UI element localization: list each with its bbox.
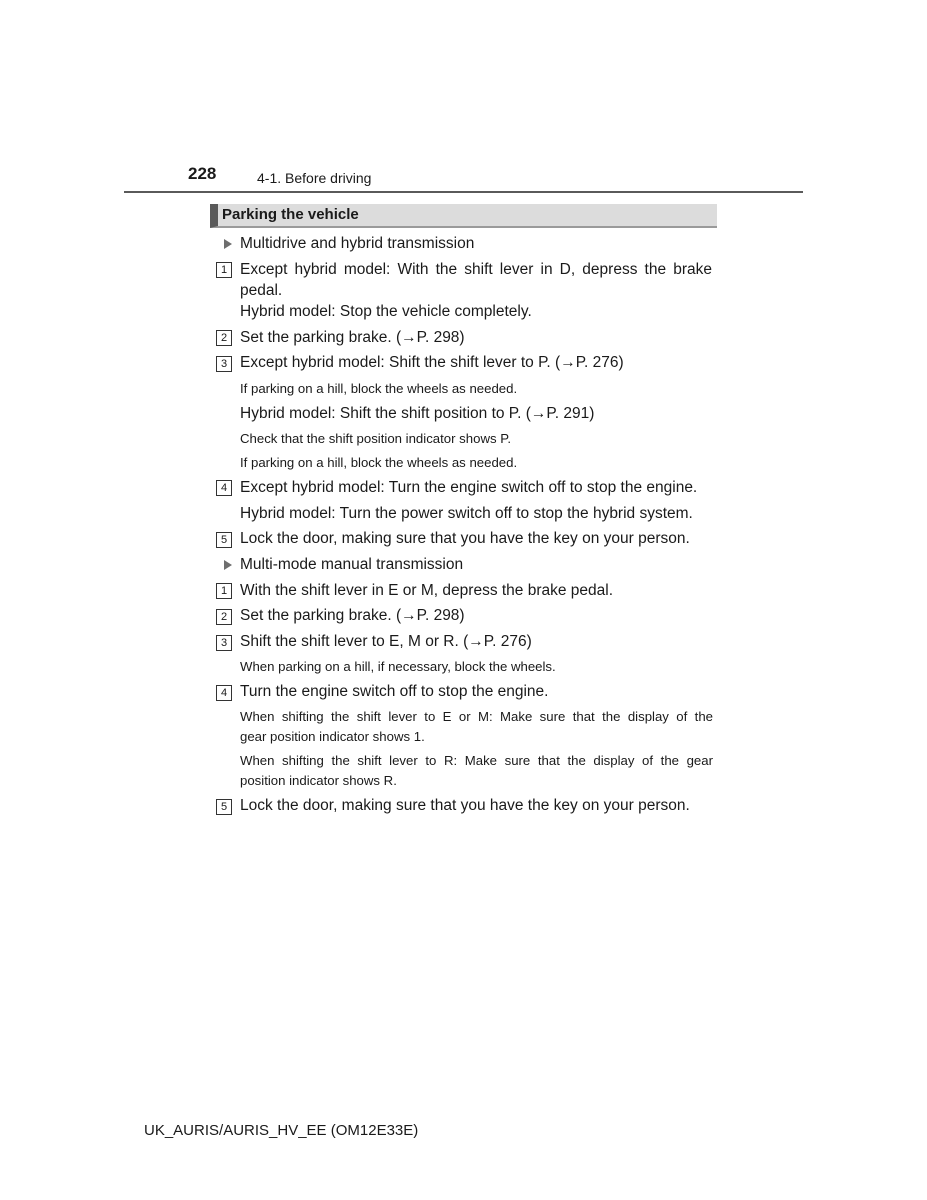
- step-number: 5: [216, 532, 232, 548]
- page-number: 228: [188, 164, 217, 183]
- step-text: Except hybrid model: Shift the shift lever to P. (→P. 276): [240, 354, 624, 371]
- step-number: 4: [216, 480, 232, 496]
- step-number: 1: [216, 262, 232, 278]
- step-text: Except hybrid model: With the shift lever in D, depress the brake: [240, 261, 712, 278]
- step-text: Hybrid model: Stop the vehicle completely.: [240, 303, 532, 320]
- step-note: When parking on a hill, if necessary, block the wheels.: [240, 659, 556, 674]
- footer-document-code: UK_AURIS/AURIS_HV_EE (OM12E33E): [144, 1122, 419, 1139]
- step-note: When shifting the shift lever to E or M: Make sure that the display of the: [240, 709, 713, 724]
- step-number: 2: [216, 609, 232, 625]
- triangle-bullet-icon: [224, 560, 232, 570]
- step-text: Lock the door, making sure that you have the key on your person.: [240, 530, 690, 547]
- step-note: If parking on a hill, block the wheels as needed.: [240, 455, 518, 470]
- section-heading: Multidrive and hybrid transmission: [240, 235, 475, 252]
- step-text: pedal.: [240, 282, 283, 299]
- section-label: 4-1. Before driving: [257, 170, 372, 186]
- step-number: 3: [216, 356, 232, 372]
- step-number: 3: [216, 635, 232, 651]
- step-text: Hybrid model: Turn the power switch off to stop the hybrid system.: [240, 505, 693, 522]
- step-number: 4: [216, 685, 232, 701]
- step-note: When shifting the shift lever to R: Make sure that the display of the gear: [240, 753, 713, 768]
- title-bar: [210, 204, 717, 228]
- step-number: 1: [216, 583, 232, 599]
- step-note: gear position indicator shows 1.: [240, 729, 425, 744]
- section-heading: Multi-mode manual transmission: [240, 556, 464, 573]
- triangle-bullet-icon: [224, 239, 232, 249]
- step-note: position indicator shows R.: [240, 773, 397, 788]
- step-text: Set the parking brake. (→P. 298): [240, 607, 465, 624]
- step-number: 5: [216, 799, 232, 815]
- step-text: Set the parking brake. (→P. 298): [240, 329, 465, 346]
- step-note: Check that the shift position indicator shows P.: [240, 431, 511, 446]
- page-title: Parking the vehicle: [222, 206, 359, 223]
- step-text: Except hybrid model: Turn the engine switch off to stop the engine.: [240, 479, 698, 496]
- step-text: Turn the engine switch off to stop the engine.: [240, 683, 549, 700]
- step-number: 2: [216, 330, 232, 346]
- header-divider: [124, 191, 803, 193]
- step-note: If parking on a hill, block the wheels as needed.: [240, 381, 518, 396]
- step-text: Shift the shift lever to E, M or R. (→P. 276): [240, 633, 532, 650]
- step-text: Lock the door, making sure that you have the key on your person.: [240, 797, 690, 814]
- step-text: With the shift lever in E or M, depress the brake pedal.: [240, 582, 614, 599]
- step-text: Hybrid model: Shift the shift position to P. (→P. 291): [240, 405, 595, 422]
